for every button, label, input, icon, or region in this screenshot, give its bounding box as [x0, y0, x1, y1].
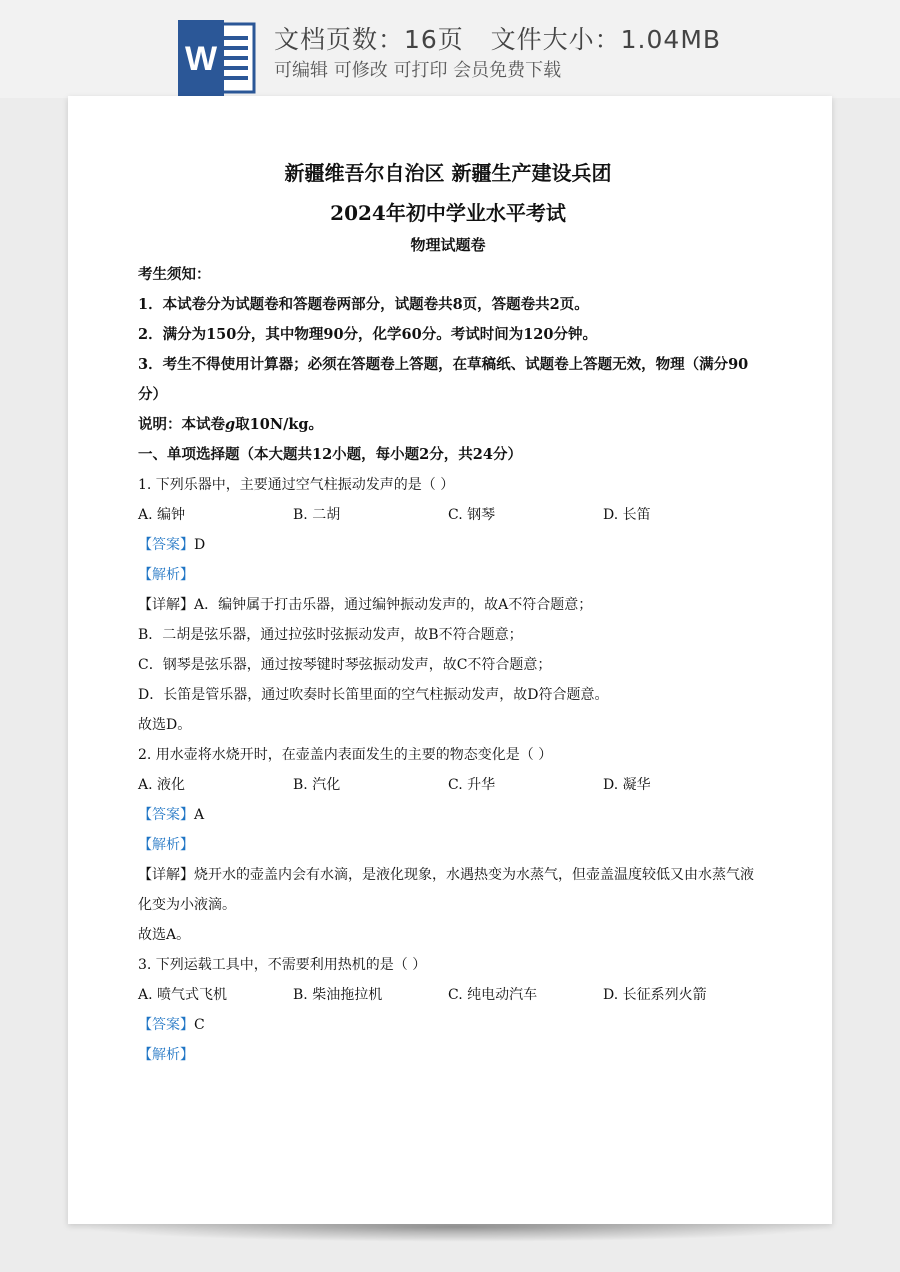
detail-tag: 【详解】 — [138, 867, 194, 883]
detail-text: 烧开水的壶盖内会有水滴，是液化现象，水遇热变为水蒸气，但壶盖温度较低又由水蒸气液化变为小液滴。 — [138, 867, 754, 913]
word-logo-letter: W — [184, 40, 218, 78]
question-2-stem: 2. 用水壶将水烧开时，在壶盖内表面发生的主要的物态变化是（ ） — [138, 747, 553, 763]
question-1-option-d: D. 长笛 — [603, 507, 651, 523]
notice-item-2: 2．满分为150分，其中物理90分，化学60分。考试时间为120分钟。 — [138, 326, 597, 343]
exam-note-prefix: 说明：本试卷 — [138, 416, 225, 433]
notice-heading: 考生须知： — [138, 266, 211, 283]
exam-title: 2024年初中学业水平考试 — [330, 201, 566, 225]
exam-note-suffix: 取10N/kg。 — [235, 416, 324, 433]
question-1-detail-3: C．钢琴是弦乐器，通过按琴键时琴弦振动发声，故C不符合题意； — [138, 657, 552, 673]
exam-region-title: 新疆维吾尔自治区 新疆生产建设兵团 — [284, 161, 612, 185]
question-1-options — [138, 500, 758, 530]
question-1-detail-4: D．长笛是管乐器，通过吹奏时长笛里面的空气柱振动发声，故D符合题意。 — [138, 687, 609, 703]
download-info-header — [0, 0, 900, 98]
document-stats: 文档页数：16页 文件大小：1.04MB — [274, 25, 722, 54]
question-1-analysis-tag: 【解析】 — [138, 567, 194, 583]
answer-value: C — [194, 1017, 205, 1033]
document-page — [68, 96, 832, 1224]
document-features: 可编辑 可修改 可打印 会员免费下载 — [274, 60, 562, 81]
answer-value: A — [194, 807, 205, 823]
detail-text: A．编钟属于打击乐器，通过编钟振动发声的，故A不符合题意； — [194, 597, 593, 613]
question-1-conclusion: 故选D。 — [138, 717, 192, 733]
question-3-analysis-tag: 【解析】 — [138, 1047, 194, 1063]
exam-note-g: g — [225, 416, 236, 433]
question-1-detail-2: B．二胡是弦乐器，通过拉弦时弦振动发声，故B不符合题意； — [138, 627, 523, 643]
document-content — [138, 158, 758, 1070]
question-3-option-d: D. 长征系列火箭 — [603, 987, 707, 1003]
question-2-answer — [138, 800, 758, 830]
question-1-option-b: B. 二胡 — [293, 507, 341, 523]
question-3-option-c: C. 纯电动汽车 — [448, 987, 538, 1003]
question-1-answer — [138, 530, 758, 560]
answer-tag: 【答案】 — [138, 1017, 194, 1033]
question-3-answer — [138, 1010, 758, 1040]
question-2-conclusion: 故选A。 — [138, 927, 191, 943]
answer-tag: 【答案】 — [138, 807, 194, 823]
question-3-option-a: A. 喷气式飞机 — [138, 987, 228, 1003]
question-2-analysis-tag: 【解析】 — [138, 837, 194, 853]
question-2-detail — [138, 860, 758, 920]
answer-value: D — [194, 537, 206, 553]
question-2-option-b: B. 汽化 — [293, 777, 341, 793]
question-1-option-a: A. 编钟 — [138, 507, 186, 523]
question-2-option-c: C. 升华 — [448, 777, 496, 793]
question-3-option-b: B. 柴油拖拉机 — [293, 987, 383, 1003]
exam-note — [138, 410, 758, 440]
exam-subject: 物理试题卷 — [410, 236, 486, 254]
question-3-options — [138, 980, 758, 1010]
word-document-icon — [178, 20, 258, 96]
question-2-options — [138, 770, 758, 800]
question-2-option-d: D. 凝华 — [603, 777, 651, 793]
question-1-detail-1 — [138, 590, 758, 620]
detail-tag: 【详解】 — [138, 597, 194, 613]
question-1-stem: 1. 下列乐器中，主要通过空气柱振动发声的是（ ） — [138, 477, 455, 493]
question-2-option-a: A. 液化 — [138, 777, 186, 793]
notice-item-1: 1．本试卷分为试题卷和答题卷两部分，试题卷共8页，答题卷共2页。 — [138, 296, 589, 313]
question-3-stem: 3. 下列运载工具中，不需要利用热机的是（ ） — [138, 957, 427, 973]
question-1-option-c: C. 钢琴 — [448, 507, 496, 523]
notice-item-3: 3．考生不得使用计算器；必须在答题卷上答题，在草稿纸、试题卷上答题无效，物理（满分90分） — [138, 356, 749, 403]
section-heading: 一、单项选择题（本大题共12小题，每小题2分，共24分） — [138, 446, 522, 463]
answer-tag: 【答案】 — [138, 537, 194, 553]
